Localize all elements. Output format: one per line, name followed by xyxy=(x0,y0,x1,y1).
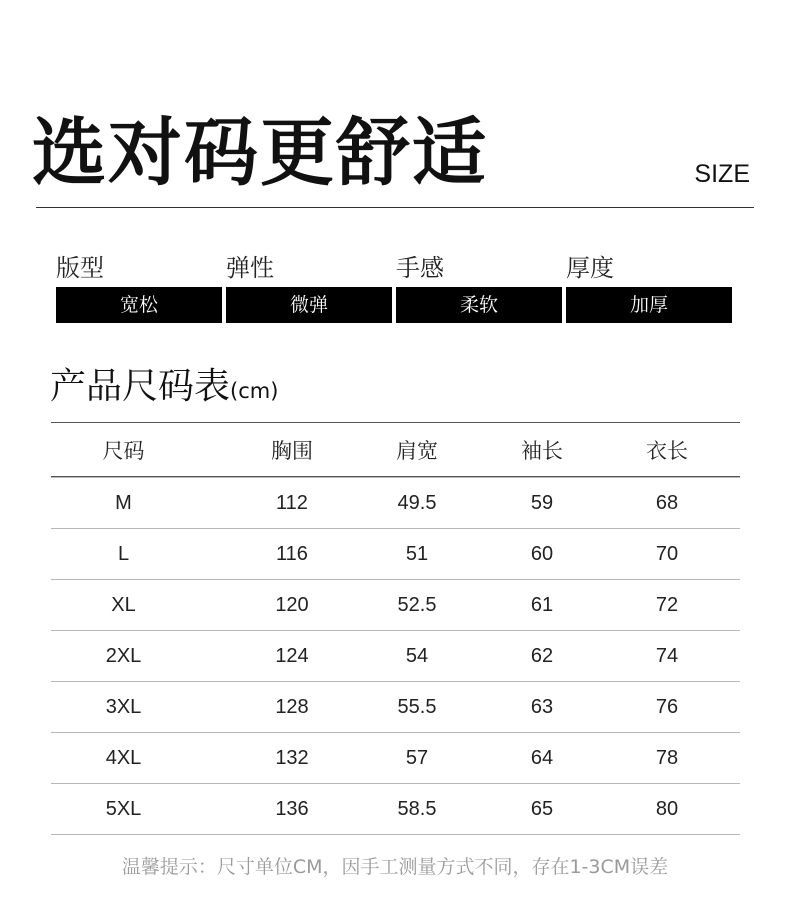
size-table xyxy=(51,422,740,835)
table-cell: 49.5 xyxy=(397,491,437,514)
table-cell: 59 xyxy=(530,491,554,514)
table-cell: 55.5 xyxy=(397,695,437,718)
attribute-thickness xyxy=(566,252,732,323)
table-cell: 61 xyxy=(530,593,554,616)
table-cell: 5XL xyxy=(105,797,142,820)
table-row xyxy=(51,579,740,630)
attribute-value: 宽松 xyxy=(56,287,222,323)
table-cell: 68 xyxy=(655,491,679,514)
table-cell: 124 xyxy=(275,644,309,667)
table-cell: XL xyxy=(111,593,136,616)
table-cell: 128 xyxy=(275,695,309,718)
headline: 选对码更舒适 xyxy=(32,110,488,196)
table-cell: 2XL xyxy=(105,644,142,667)
column-header-length: 衣长 xyxy=(646,438,688,463)
table-cell: 112 xyxy=(276,491,308,514)
attribute-label: 手感 xyxy=(396,254,444,282)
column-header-chest: 胸围 xyxy=(271,438,313,463)
attribute-label: 版型 xyxy=(56,254,104,282)
table-cell: 78 xyxy=(655,746,679,769)
table-header-row xyxy=(51,422,740,477)
divider xyxy=(36,207,754,208)
attribute-feel xyxy=(396,252,562,323)
table-cell: 52.5 xyxy=(397,593,437,616)
table-cell: 70 xyxy=(655,542,679,565)
table-cell: 4XL xyxy=(105,746,142,769)
table-cell: 74 xyxy=(655,644,679,667)
attribute-value: 加厚 xyxy=(566,287,732,323)
table-row xyxy=(51,630,740,681)
column-header-shoulder: 肩宽 xyxy=(396,438,438,463)
table-row xyxy=(51,783,740,835)
table-cell: 76 xyxy=(655,695,679,718)
table-cell: 120 xyxy=(275,593,309,616)
attribute-elasticity xyxy=(226,252,392,323)
table-cell: M xyxy=(115,491,132,514)
attribute-label: 厚度 xyxy=(566,254,614,282)
table-cell: 3XL xyxy=(105,695,142,718)
table-cell: 51 xyxy=(405,542,429,565)
table-cell: 136 xyxy=(275,797,309,820)
table-row xyxy=(51,681,740,732)
attribute-value: 柔软 xyxy=(396,287,562,323)
table-cell: 63 xyxy=(530,695,554,718)
table-cell: 65 xyxy=(530,797,554,820)
table-row xyxy=(51,528,740,579)
table-cell: 64 xyxy=(530,746,554,769)
table-cell: 54 xyxy=(405,644,429,667)
attribute-value: 微弹 xyxy=(226,287,392,323)
table-row xyxy=(51,732,740,783)
table-cell: 58.5 xyxy=(397,797,437,820)
table-cell: 132 xyxy=(275,746,309,769)
table-cell: 80 xyxy=(655,797,679,820)
size-label: SIZE xyxy=(694,160,750,188)
table-cell: 72 xyxy=(655,593,679,616)
table-cell: 57 xyxy=(405,746,429,769)
table-unit: (cm) xyxy=(230,379,279,403)
table-cell: 62 xyxy=(530,644,554,667)
table-cell: L xyxy=(117,542,130,565)
table-cell: 116 xyxy=(276,542,308,565)
column-header-sleeve: 袖长 xyxy=(521,438,563,463)
table-title xyxy=(50,358,278,409)
column-header-size: 尺码 xyxy=(102,438,145,463)
attribute-panel xyxy=(56,252,734,324)
measurement-note: 温馨提示：尺寸单位CM，因手工测量方式不同，存在1-3CM误差 xyxy=(121,856,669,878)
table-title-text: 产品尺码表 xyxy=(50,366,231,407)
attribute-label: 弹性 xyxy=(226,254,274,282)
table-cell: 60 xyxy=(530,542,554,565)
table-row xyxy=(51,477,740,528)
attribute-fit xyxy=(56,252,222,323)
